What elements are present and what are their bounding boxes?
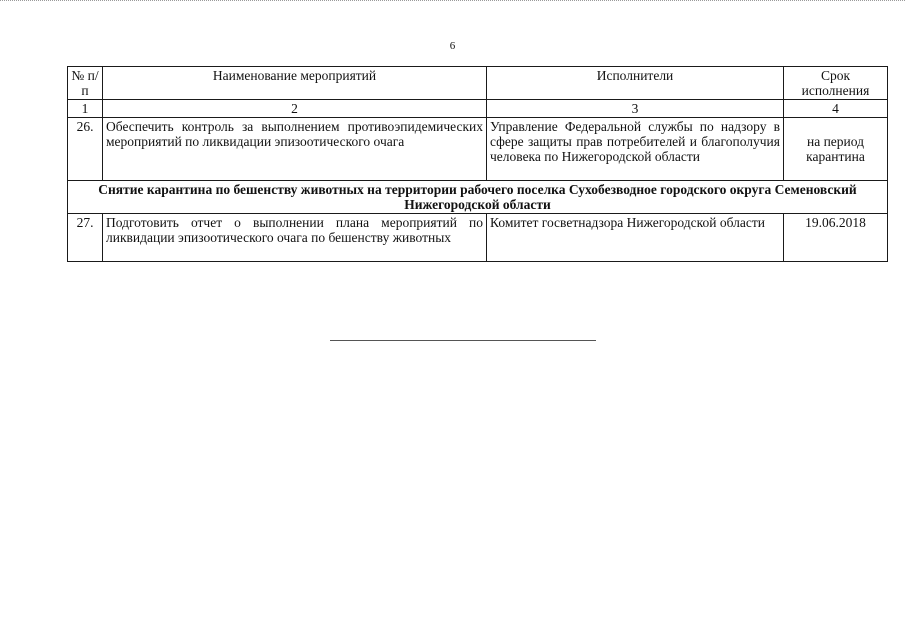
closing-rule <box>330 340 596 341</box>
row-measure: Подготовить отчет о выполнении плана мероприятий по ликвидации эпизоотического очага по бешенству животных <box>103 214 487 262</box>
row-number: 26. <box>68 118 103 181</box>
table-row <box>68 118 888 181</box>
section-title: Снятие карантина по бешенству животных на территории рабочего поселка Сухобезводное городского округа Семеновский Нижегородской области <box>68 181 888 214</box>
row-deadline: на период карантина <box>784 118 888 181</box>
header-executors: Исполнители <box>487 67 784 100</box>
table-header-row <box>68 67 888 100</box>
section-row <box>68 181 888 214</box>
row-measure: Обеспечить контроль за выполнением противоэпидемических мероприятий по ликвидации эпизоотического очага <box>103 118 487 181</box>
scan-top-edge <box>0 0 905 3</box>
row-executors: Комитет госветнадзора Нижегородской области <box>487 214 784 262</box>
column-index: 2 <box>103 100 487 118</box>
page-number: 6 <box>449 40 456 52</box>
column-index: 4 <box>784 100 888 118</box>
row-executors: Управление Федеральной службы по надзору в сфере защиты прав потребителей и благополучия человека по Нижегородской области <box>487 118 784 181</box>
header-measure: Наименование мероприятий <box>103 67 487 100</box>
header-num: № п/п <box>68 67 103 100</box>
column-index-row <box>68 100 888 118</box>
column-index: 1 <box>68 100 103 118</box>
row-number: 27. <box>68 214 103 262</box>
measures-table <box>67 66 888 262</box>
header-deadline: Срок исполнения <box>784 67 888 100</box>
table-row <box>68 214 888 262</box>
row-deadline: 19.06.2018 <box>784 214 888 262</box>
column-index: 3 <box>487 100 784 118</box>
